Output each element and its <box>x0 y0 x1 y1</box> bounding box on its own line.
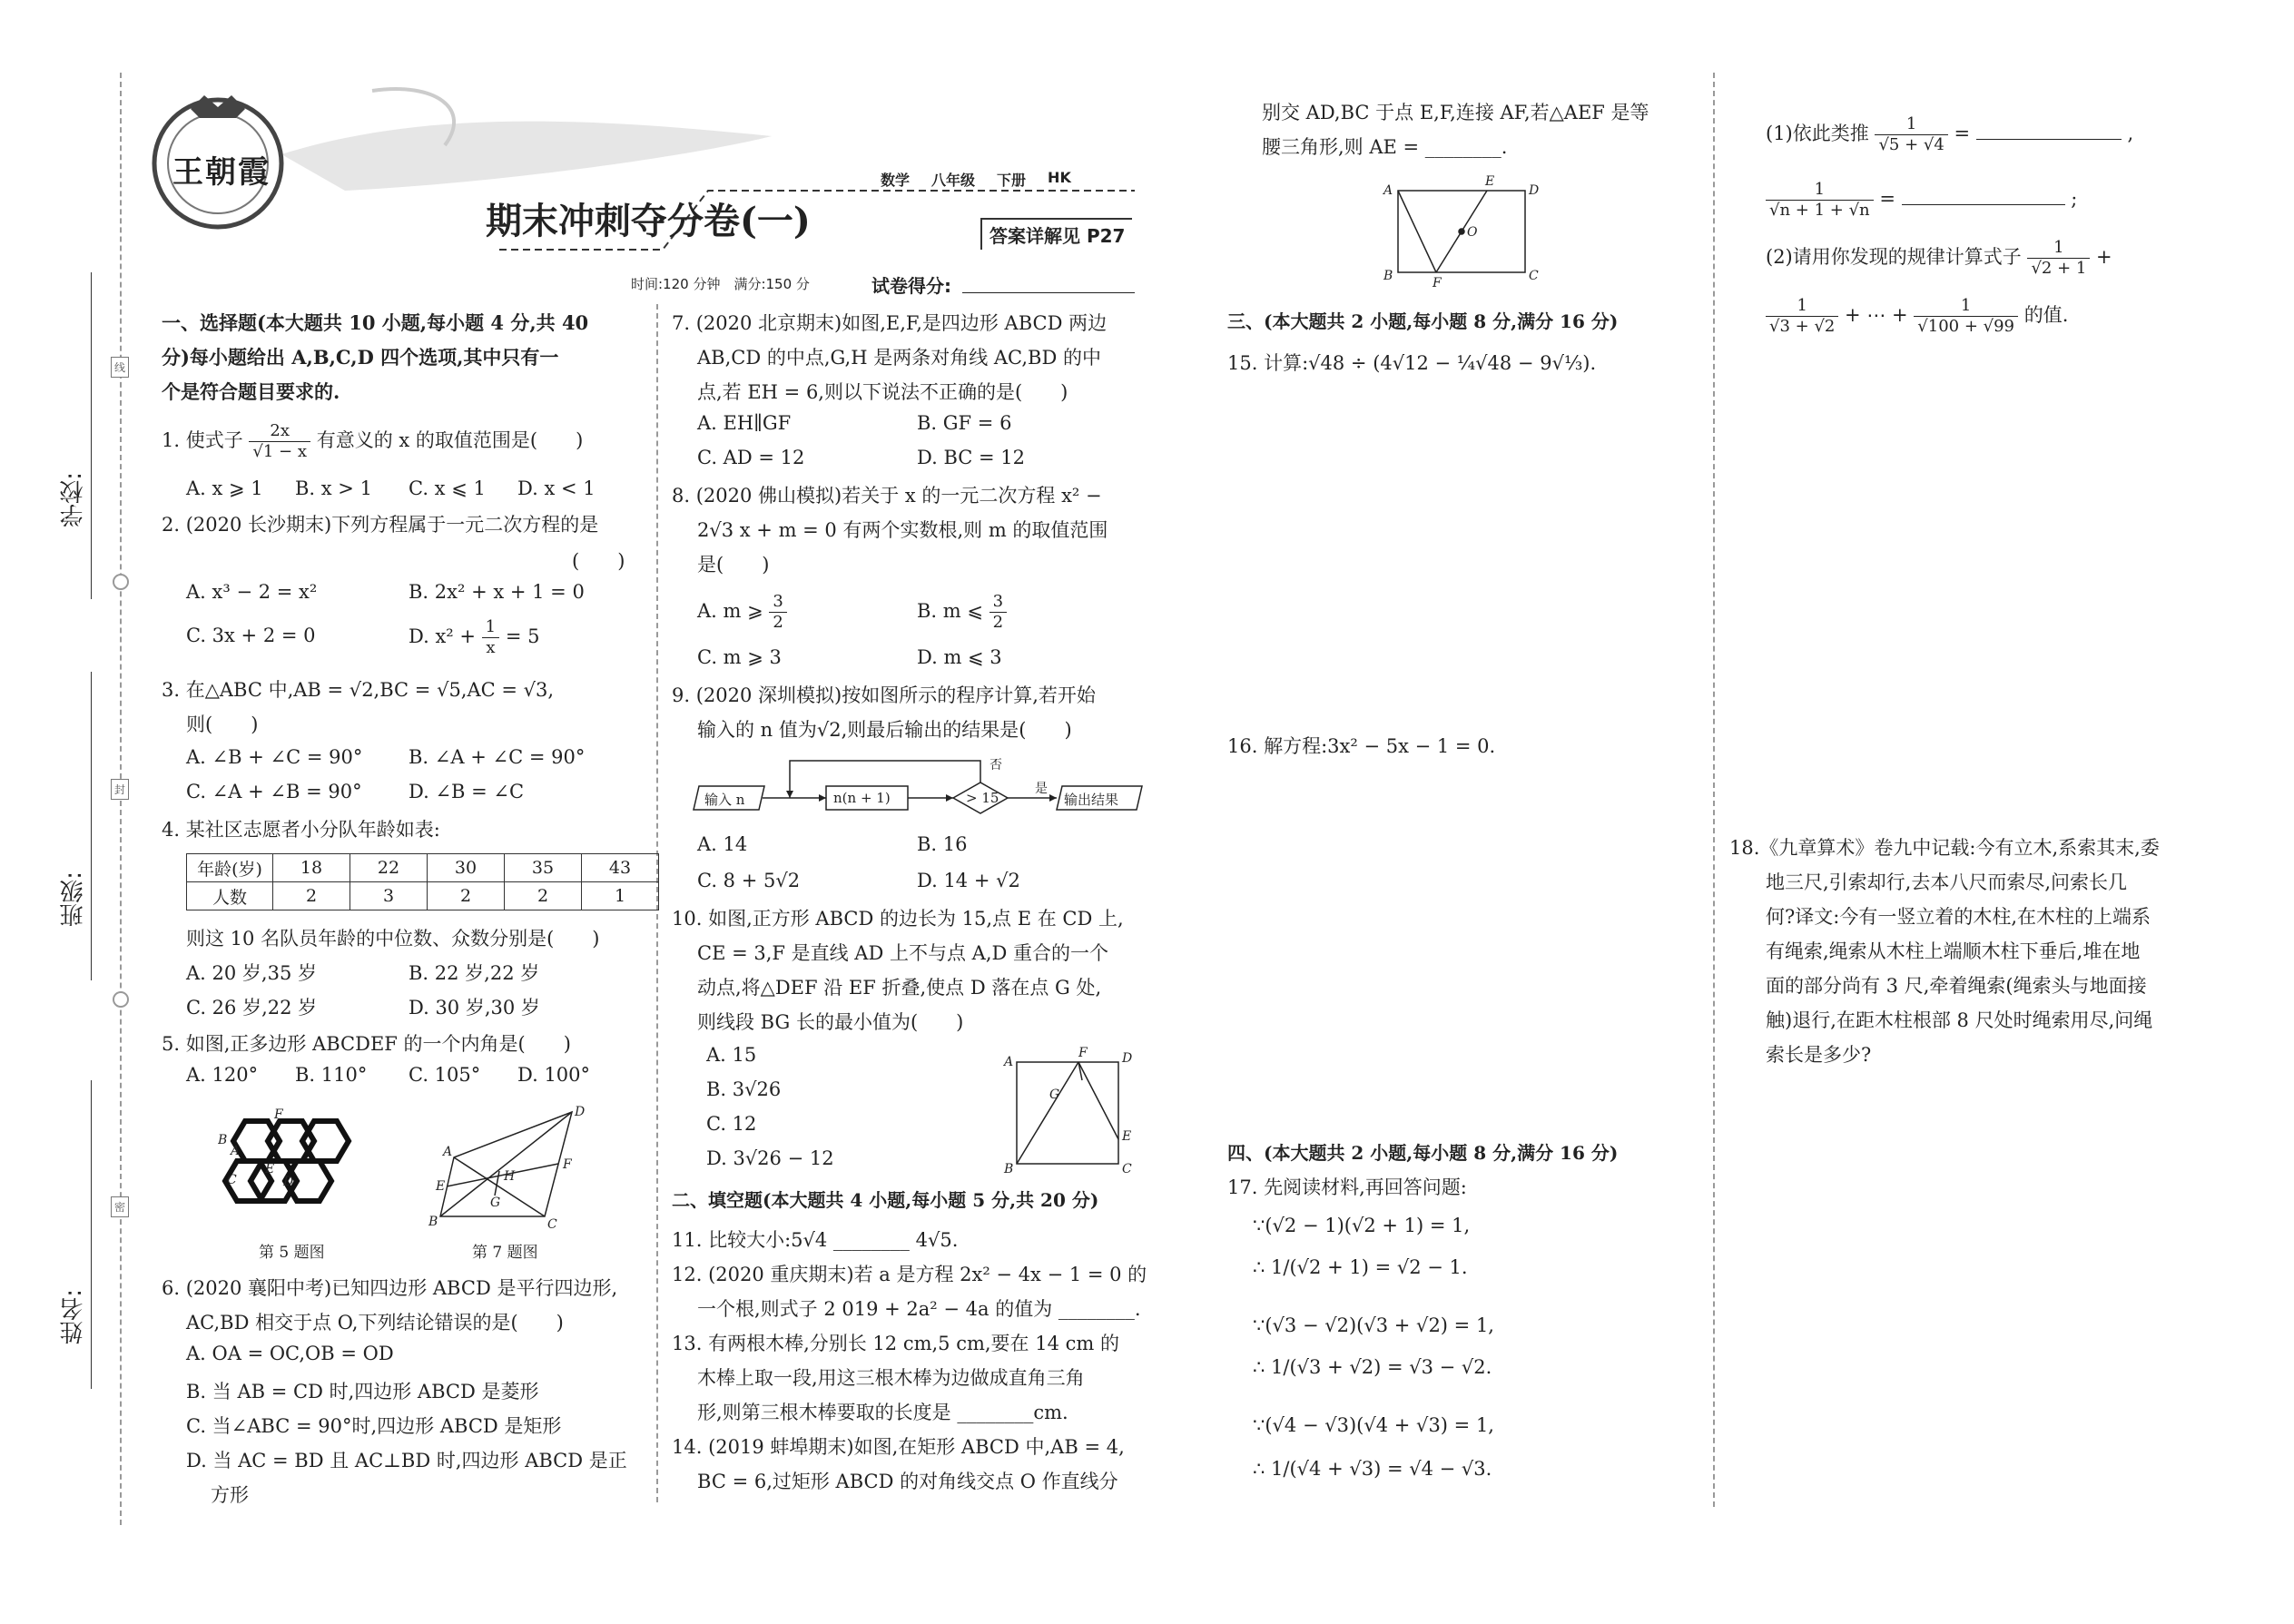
svg-text:D: D <box>283 1175 294 1189</box>
q12-text-2: 一个根,则式子 2 019 + 2a² − 4a 的值为 ________. <box>697 1298 1141 1320</box>
svg-text:E: E <box>265 1162 275 1176</box>
table-cell: 3 <box>350 882 428 910</box>
svg-text:D: D <box>575 1105 586 1119</box>
section3-heading: 三、(本大题共 2 小题,每小题 8 分,满分 16 分) <box>1227 310 1619 332</box>
age-table <box>186 853 659 910</box>
q8-option-a[interactable] <box>697 592 787 633</box>
svg-text:C: C <box>1122 1162 1132 1176</box>
q18-line: 何?译文:今有一竖立着的木柱,在木柱的上端系 <box>1766 906 2151 928</box>
q8-a-den: 2 <box>773 613 783 632</box>
q10-option-a[interactable]: A. 15 <box>706 1044 757 1066</box>
q1-option-a[interactable]: A. x ⩾ 1 <box>186 477 263 499</box>
table-row <box>187 854 659 882</box>
flow-yes-label: 是 <box>1035 782 1048 796</box>
q13-text: 13. 有两根木棒,分别长 12 cm,5 cm,要在 14 cm 的 <box>672 1333 1119 1354</box>
q3-option-b[interactable]: B. ∠A + ∠C = 90° <box>409 746 586 768</box>
q2-d-pre: D. x² + <box>409 625 476 647</box>
svg-text:C: C <box>1529 269 1539 283</box>
q18-line: 索长是多少? <box>1766 1044 1872 1066</box>
q1-option-b[interactable]: B. x > 1 <box>295 477 372 499</box>
q18-line: 有绳索,绳索从木柱上端顺木柱下垂后,堆在地 <box>1766 940 2141 962</box>
table-cell: 2 <box>273 882 350 910</box>
q7-text: 7. (2020 北京期末)如图,E,F,是四边形 ABCD 两边 <box>672 312 1108 334</box>
q5-text: 5. 如图,正多边形 ABCDEF 的一个内角是( ) <box>162 1033 571 1055</box>
q17-p1-frac1 <box>1875 114 1947 155</box>
svg-text:F: F <box>1078 1046 1088 1060</box>
svg-text:F: F <box>563 1157 572 1172</box>
q15-text: 15. 计算:√48 ÷ (4√12 − ¼√48 − 9√⅓). <box>1227 352 1597 374</box>
section1-heading: 一、选择题(本大题共 10 小题,每小题 4 分,共 40 <box>162 311 589 334</box>
q3-option-d[interactable]: D. ∠B = ∠C <box>409 781 525 802</box>
q17-line: ∵(√4 − √3)(√4 + √3) = 1, <box>1253 1414 1494 1436</box>
q7-text-3: 点,若 EH = 6,则以下说法不正确的是( ) <box>697 381 1068 403</box>
svg-text:A: A <box>1004 1055 1014 1069</box>
section1-heading: 个是符合题目要求的. <box>162 380 340 403</box>
svg-text:O: O <box>1467 225 1478 240</box>
q5-option-a[interactable]: A. 120° <box>186 1064 259 1086</box>
ring-icon <box>113 574 129 590</box>
q2-option-b[interactable]: B. 2x² + x + 1 = 0 <box>409 581 585 603</box>
frac-num: 1 <box>2027 238 2090 259</box>
q14-text: 14. (2019 蚌埠期末)如图,在矩形 ABCD 中,AB = 4, <box>672 1436 1125 1458</box>
q14-text-2: BC = 6,过矩形 ABCD 的对角线交点 O 作直线分 <box>697 1471 1118 1492</box>
svg-text:A: A <box>443 1145 453 1159</box>
flow-input: 输入 n <box>704 792 745 808</box>
q7-option-a[interactable]: A. EH∥GF <box>697 412 792 434</box>
q17-line: ∴ 1/(√4 + √3) = √4 − √3. <box>1253 1458 1492 1480</box>
q6-option-a[interactable]: A. OA = OC,OB = OD <box>186 1343 394 1364</box>
flow-process: n(n + 1) <box>833 790 891 806</box>
frac-num: 1 <box>1875 114 1947 135</box>
q1-option-d[interactable]: D. x < 1 <box>517 477 596 499</box>
table-cell: 2 <box>505 882 582 910</box>
q7-option-c[interactable]: C. AD = 12 <box>697 447 805 468</box>
q9-option-a[interactable]: A. 14 <box>697 833 748 855</box>
q2-paren: ( ) <box>572 550 625 572</box>
q9-option-b[interactable]: B. 16 <box>917 833 968 855</box>
q14-text-4: 腰三角形,则 AE = ________. <box>1262 136 1508 158</box>
q18-line: 触)退行,在距木柱根部 8 尺处时绳索用尽,问绳 <box>1766 1009 2153 1031</box>
svg-text:F: F <box>274 1107 283 1122</box>
q2-d-fraction <box>482 617 499 658</box>
svg-text:G: G <box>490 1196 501 1210</box>
q2-d-den: x <box>486 638 496 657</box>
q8-b-den: 2 <box>992 613 1004 632</box>
q5-option-b[interactable]: B. 110° <box>295 1064 368 1086</box>
q17-part2-b: $\frac{1}{√3 + √2}$ + ⋯ + $\frac{1}{√100 + √99}$ 的值. <box>1766 296 2068 337</box>
q4-option-d[interactable]: D. 30 岁,30 岁 <box>409 997 540 1019</box>
q6-text: 6. (2020 襄阳中考)已知四边形 ABCD 是平行四边形, <box>162 1277 618 1299</box>
svg-text:A: A <box>231 1144 241 1158</box>
q4-option-c[interactable]: C. 26 岁,22 岁 <box>186 997 318 1019</box>
q4-option-a[interactable]: A. 20 岁,35 岁 <box>186 962 317 984</box>
q8-a-fraction <box>769 592 786 633</box>
q9-text: 9. (2020 深圳模拟)按如图所示的程序计算,若开始 <box>672 684 1096 706</box>
q5-option-c[interactable]: C. 105° <box>409 1064 481 1086</box>
frac-den: √n + 1 + √n <box>1769 201 1870 220</box>
frac-num: 1 <box>1914 296 2018 317</box>
q17-p1-text: (1)依此类推 <box>1766 123 1869 144</box>
table-cell: 35 <box>505 854 582 882</box>
q8-a-text: A. m ⩾ <box>697 600 763 622</box>
q10-text: 10. 如图,正方形 ABCD 的边长为 15,点 E 在 CD 上, <box>672 908 1124 930</box>
q8-option-b[interactable] <box>917 592 1007 633</box>
q17-p2-frac1 <box>2027 238 2090 279</box>
logo-text: 王朝霞 <box>172 154 271 191</box>
svg-text:E: E <box>436 1179 446 1194</box>
q2-text: 2. (2020 长沙期末)下列方程属于一元二次方程的是 <box>162 514 599 536</box>
figure-5-hexagons <box>218 1107 381 1225</box>
q1-fraction <box>249 421 310 462</box>
q10-text-2: CE = 3,F 是直线 AD 上不与点 A,D 重合的一个 <box>697 942 1109 964</box>
q8-b-fraction <box>989 592 1007 633</box>
q8-option-c[interactable]: C. m ⩾ 3 <box>697 646 782 668</box>
q17-line: ∵(√2 − 1)(√2 + 1) = 1, <box>1253 1215 1471 1236</box>
q10-option-c[interactable]: C. 12 <box>706 1113 757 1135</box>
flow-output: 输出结果 <box>1064 792 1119 808</box>
q13-text-2: 木棒上取一段,用这三根木棒为边做成直角三角 <box>697 1367 1085 1389</box>
svg-text:C: C <box>547 1217 557 1230</box>
q8-text: 8. (2020 佛山模拟)若关于 x 的一元二次方程 x² − <box>672 485 1102 507</box>
frac-den: √5 + √4 <box>1878 135 1944 154</box>
q4-option-b[interactable]: B. 22 岁,22 岁 <box>409 962 540 984</box>
answer-ref: 答案详解见 P27 <box>980 218 1132 250</box>
q11-text: 11. 比较大小:5√4 ________ 4√5. <box>672 1229 959 1251</box>
fig5-caption: 第 5 题图 <box>259 1244 325 1262</box>
q1-pre: 1. 使式子 <box>162 429 243 451</box>
q13-text-3: 形,则第三根木棒要取的长度是 ________cm. <box>697 1402 1068 1423</box>
q8-a-num: 3 <box>769 592 786 613</box>
svg-text:H: H <box>504 1169 516 1184</box>
svg-text:B: B <box>1004 1162 1014 1176</box>
tag-subject: 数学 <box>881 172 911 189</box>
q1-frac-num: 2x <box>249 421 310 442</box>
q2-d-num: 1 <box>482 617 499 638</box>
q4-text-2: 则这 10 名队员年龄的中位数、众数分别是( ) <box>186 928 600 950</box>
frac-num: 1 <box>1766 296 1838 317</box>
seal-xian: 线 <box>111 357 129 378</box>
q10-text-4: 则线段 BG 长的最小值为( ) <box>697 1011 964 1033</box>
column-divider <box>1713 73 1715 1507</box>
q2-option-a[interactable]: A. x³ − 2 = x² <box>186 581 318 603</box>
fig7-caption: 第 7 题图 <box>472 1244 538 1262</box>
q2-d-post: = 5 <box>505 625 540 647</box>
q17-line: ∵(√3 − √2)(√3 + √2) = 1, <box>1253 1314 1494 1336</box>
q17-p2-text: (2)请用你发现的规律计算式子 <box>1766 246 2022 268</box>
table-row <box>187 882 659 910</box>
q10-option-b[interactable]: B. 3√26 <box>706 1078 782 1100</box>
svg-text:D: D <box>1529 183 1540 198</box>
q16-text: 16. 解方程:3x² − 5x − 1 = 0. <box>1227 735 1496 757</box>
q6-option-b[interactable]: B. 当 AB = CD 时,四边形 ABCD 是菱形 <box>186 1381 539 1403</box>
q6-option-c[interactable]: C. 当∠ABC = 90°时,四边形 ABCD 是矩形 <box>186 1415 562 1437</box>
figure-14-rectangle <box>1380 172 1543 290</box>
q2-option-c[interactable]: C. 3x + 2 = 0 <box>186 625 316 646</box>
answer-blank[interactable] <box>1976 123 2122 140</box>
flow-no-label: 否 <box>989 758 1002 773</box>
q3-option-a[interactable]: A. ∠B + ∠C = 90° <box>186 746 363 768</box>
svg-text:A: A <box>1383 183 1393 198</box>
q8-b-num: 3 <box>989 592 1007 613</box>
seal-mi: 密 <box>111 1196 129 1217</box>
q3-option-c[interactable]: C. ∠A + ∠B = 90° <box>186 781 362 802</box>
figure-10-square <box>999 1044 1144 1180</box>
q18-line: 地三尺,引索却行,去本八尺而索尽,问索长几 <box>1766 871 2128 893</box>
frac-num: 1 <box>1766 180 1874 201</box>
q1-frac-den: √1 − x <box>252 442 308 461</box>
q18-line: 18.《九章算术》卷九中记载:今有立木,系索其末,委 <box>1729 837 2160 859</box>
q5-option-d[interactable]: D. 100° <box>517 1064 591 1086</box>
q9-text-2: 输入的 n 值为√2,则最后输出的结果是( ) <box>697 719 1072 741</box>
school-text: 学校: <box>60 472 87 527</box>
q10-text-3: 动点,将△DEF 沿 EF 折叠,使点 D 落在点 G 处, <box>697 977 1102 999</box>
subject-tags <box>881 169 1071 190</box>
q9-option-d[interactable]: D. 14 + √2 <box>917 870 1020 891</box>
section1-heading: 分)每小题给出 A,B,C,D 四个选项,其中只有一 <box>162 346 559 369</box>
q8-b-text: B. m ⩽ <box>917 600 983 622</box>
q17-part2: (2)请用你发现的规律计算式子 $\frac{1}{√2 + 1}$ + <box>1766 238 2112 278</box>
q17-line: ∴ 1/(√2 + 1) = √2 − 1. <box>1253 1256 1468 1278</box>
svg-text:F: F <box>1433 276 1442 290</box>
q1-post: 有意义的 x 的取值范围是( ) <box>316 429 584 451</box>
q7-option-b[interactable]: B. GF = 6 <box>917 412 1012 434</box>
q17-text: 17. 先阅读材料,再回答问题: <box>1227 1176 1467 1198</box>
score-label: 试卷得分: <box>871 275 951 297</box>
q18-line: 面的部分尚有 3 尺,牵着绳索(绳索头与地面接 <box>1766 975 2147 997</box>
table-cell: 2 <box>428 882 505 910</box>
q12-text: 12. (2020 重庆期末)若 a 是方程 2x² − 4x − 1 = 0 的 <box>672 1264 1147 1285</box>
tag-edition: HK <box>1048 169 1071 186</box>
q8-option-d[interactable]: D. m ⩽ 3 <box>917 646 1002 668</box>
svg-text:B: B <box>428 1215 438 1229</box>
section2-heading: 二、填空题(本大题共 4 小题,每小题 5 分,共 20 分) <box>672 1189 1099 1211</box>
table-cell: 年龄(岁) <box>187 854 273 882</box>
q9-flowchart <box>692 752 1146 824</box>
seal-feng: 封 <box>111 779 129 800</box>
table-cell: 1 <box>582 882 659 910</box>
class-field <box>54 672 92 980</box>
ring-icon <box>113 991 129 1008</box>
frac-den: √2 + 1 <box>2031 259 2087 278</box>
table-cell: 18 <box>273 854 350 882</box>
q1-option-c[interactable]: C. x ⩽ 1 <box>409 477 486 499</box>
q8-text-3: 是( ) <box>697 554 770 576</box>
q1-text <box>162 421 583 462</box>
q4-text: 4. 某社区志愿者小分队年龄如表: <box>162 819 440 841</box>
section4-heading: 四、(本大题共 2 小题,每小题 8 分,满分 16 分) <box>1227 1142 1619 1164</box>
svg-text:D: D <box>1122 1051 1133 1066</box>
frac-den: √100 + √99 <box>1917 317 2015 336</box>
table-cell: 人数 <box>187 882 273 910</box>
q6-option-d-cont: 方形 <box>211 1484 249 1506</box>
q17-part1-b: $\frac{1}{√n + 1 + √n}$ = ; <box>1766 180 2077 221</box>
svg-text:E: E <box>1122 1129 1132 1144</box>
figure-7-quadrilateral <box>427 1103 590 1230</box>
tag-grade: 八年级 <box>931 172 976 189</box>
q3-text: 3. 在△ABC 中,AB = √2,BC = √5,AC = √3, <box>162 679 555 701</box>
table-cell: 30 <box>428 854 505 882</box>
q6-text-2: AC,BD 相交于点 O,下列结论错误的是( ) <box>186 1312 564 1334</box>
school-label <box>54 272 92 599</box>
answer-blank[interactable] <box>1902 188 2065 205</box>
q7-text-2: AB,CD 的中点,G,H 是两条对角线 AC,BD 的中 <box>697 347 1101 369</box>
q8-text-2: 2√3 x + m = 0 有两个实数根,则 m 的取值范围 <box>697 519 1108 541</box>
q17-line: ∴ 1/(√3 + √2) = √3 − √2. <box>1253 1356 1492 1378</box>
table-cell: 43 <box>582 854 659 882</box>
flow-condition: > 15 <box>966 790 999 806</box>
svg-text:B: B <box>1383 269 1393 283</box>
q17-p2-frac3 <box>1914 296 2018 337</box>
q6-option-d[interactable]: D. 当 AC = BD 且 AC⊥BD 时,四边形 ABCD 是正 <box>186 1450 627 1471</box>
q17-p2-end: 的值. <box>2023 304 2069 326</box>
page-title: 期末冲刺夺分卷(一) <box>486 200 811 242</box>
tag-volume: 下册 <box>997 172 1027 189</box>
q17-part1: (1)依此类推 $\frac{1}{√5 + √4}$ = , <box>1766 114 2134 154</box>
q7-option-d[interactable]: D. BC = 12 <box>917 447 1025 468</box>
svg-text:C: C <box>227 1173 237 1187</box>
name-text: 姓名: <box>60 1289 87 1344</box>
svg-text:E: E <box>1485 174 1495 189</box>
svg-text:G: G <box>1049 1088 1060 1102</box>
q17-p2-frac2 <box>1766 296 1838 337</box>
q2-option-d[interactable] <box>409 617 539 658</box>
score-field[interactable] <box>962 292 1135 293</box>
q9-option-c[interactable]: C. 8 + 5√2 <box>697 870 801 891</box>
svg-text:B: B <box>218 1133 228 1147</box>
exam-info: 时间:120 分钟 满分:150 分 <box>631 276 810 292</box>
q3-text-2: 则( ) <box>186 714 259 735</box>
q10-option-d[interactable]: D. 3√26 − 12 <box>706 1147 834 1169</box>
table-cell: 22 <box>350 854 428 882</box>
frac-den: √3 + √2 <box>1769 317 1836 336</box>
class-text: 班级: <box>60 871 87 927</box>
q14-text-3: 别交 AD,BC 于点 E,F,连接 AF,若△AEF 是等 <box>1262 102 1649 123</box>
q17-p1-frac2 <box>1766 180 1874 221</box>
